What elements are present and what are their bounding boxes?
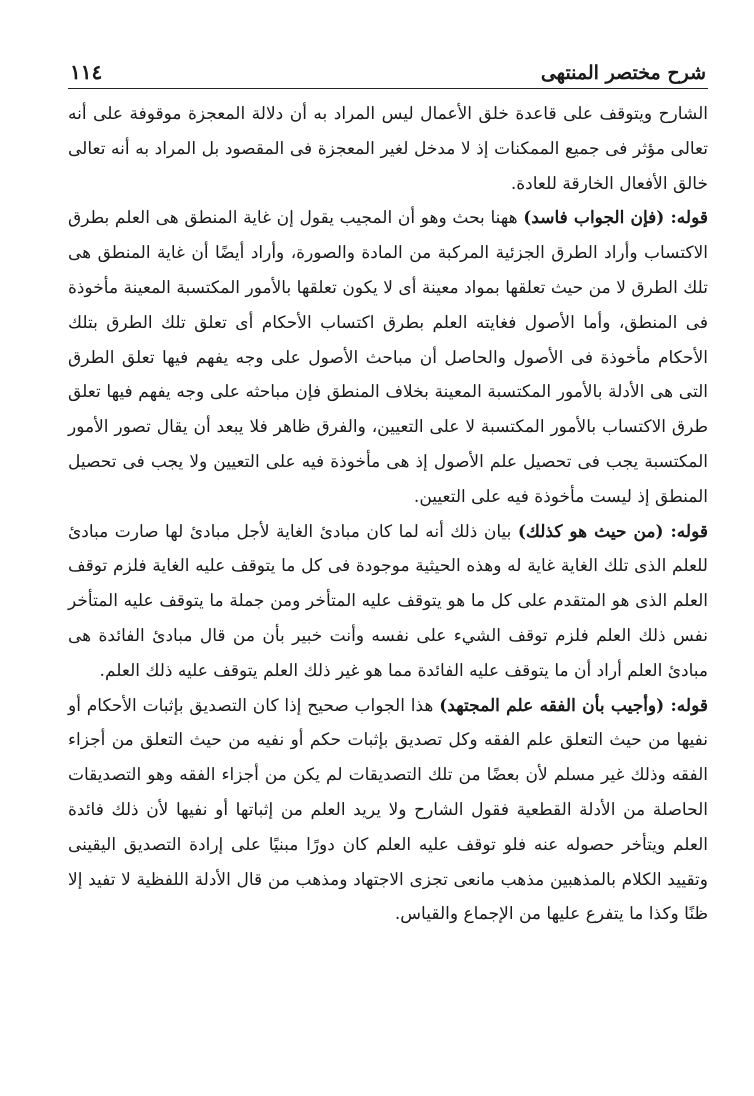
paragraph	[68, 201, 708, 514]
paragraph-text: بيان ذلك أنه لما كان مبادئ الغاية لأجل مبادئ لها صارت مبادئ للعلم الذى تلك الغاية غاية له وهذه الحيثية موجودة فى كل ما يتوقف عليه الغاية فلزم توقف العلم الذى هو المتقدم على كل ما هو يتوقف عليه المتأخر ومن جملة ما يتوقف عليه المتأخر نفس ذلك العلم فلزم توقف الشيء على نفسه وأنت خبير بأن من قال مبادئ الفائدة هى مبادئ العلم أراد أن ما يتوقف عليه الفائدة مما هو غير ذلك العلم يتوقف عليه ذلك العلم.	[68, 521, 708, 681]
body-text	[68, 97, 708, 932]
paragraph-text: ههنا بحث وهو أن المجيب يقول إن غاية المنطق هى العلم بطرق الاكتساب وأراد الطرق الجزئية المركبة من المادة والصورة، وأراد أيضًا أن غاية المنطق هى تلك الطرق لا من حيث تعلقها بمواد معينة أى لا يكون تعلقها بالأمور المكتسبة المعينة مأخوذة فى المنطق، وأما الأصول فغايته العلم بطرق اكتساب الأحكام أى تعلق تلك الطرق بتلك الأحكام مأخوذة فى الأصول والحاصل أن مباحث الأصول على وجه يفهم فيها تعلق الطرق التى هى الأدلة بالأمور المكتسبة المعينة بخلاف المنطق فإن مباحثه على وجه يفهم فيها تعلق طرق الاكتساب بالأمور المكتسبة لا على التعيين، والفرق ظاهر فلا يبعد أن يقال تصور الأمور المكتسبة يجب فى تحصيل علم الأصول إذ هى مأخوذة فيه على التعيين ولا يجب فى تحصيل المنطق إذ ليست مأخوذة فيه على التعيين.	[68, 208, 708, 507]
book-page	[68, 60, 708, 932]
page-number: ١١٤	[70, 60, 103, 84]
paragraph-text: الشارح ويتوقف على قاعدة خلق الأعمال ليس المراد به أن دلالة المعجزة موقوفة على أنه تعالى مؤثر فى جميع الممكنات إذ لا مدخل لغير المعجزة فى المقصود بل المراد به أنه تعالى خالق الأفعال الخارقة للعادة.	[68, 104, 708, 194]
paragraph-lead: قوله: (وأجيب بأن الفقه علم المجتهد)	[439, 695, 709, 716]
paragraph	[68, 97, 708, 201]
paragraph-lead: قوله: (من حيث هو كذلك)	[517, 521, 708, 542]
paragraph	[68, 515, 708, 689]
book-title: شرح مختصر المنتهى	[540, 62, 706, 84]
paragraph-lead: قوله: (فإن الجواب فاسد)	[523, 208, 708, 229]
header-rule	[68, 88, 708, 89]
paragraph-text: هذا الجواب صحيح إذا كان التصديق بإثبات الأحكام أو نفيها من حيث التعلق علم الفقه وكل تصديق بإثبات حكم أو نفيه من حيث التعلق من أجزاء الفقه وذلك غير مسلم لأن بعضًا من تلك التصديقات لم يكن من أجزاء الفقه وهو التصديقات الحاصلة من الأدلة القطعية فقول الشارح ولا يريد العلم من إثباتها أو نفيها لأن ذلك فائدة العلم ويتأخر حصوله عنه فلو توقف عليه العلم كان دورًا مبنيًا على إرادة التصديق اليقينى وتقييد الكلام بالمذهبين مذهب مانعى تجزى الاجتهاد ومذهب من قال الأدلة اللفظية لا تفيد إلا ظنًا وكذا ما يتفرع عليها من الإجماع والقياس.	[68, 695, 708, 925]
running-header	[68, 60, 708, 88]
paragraph	[68, 689, 708, 933]
